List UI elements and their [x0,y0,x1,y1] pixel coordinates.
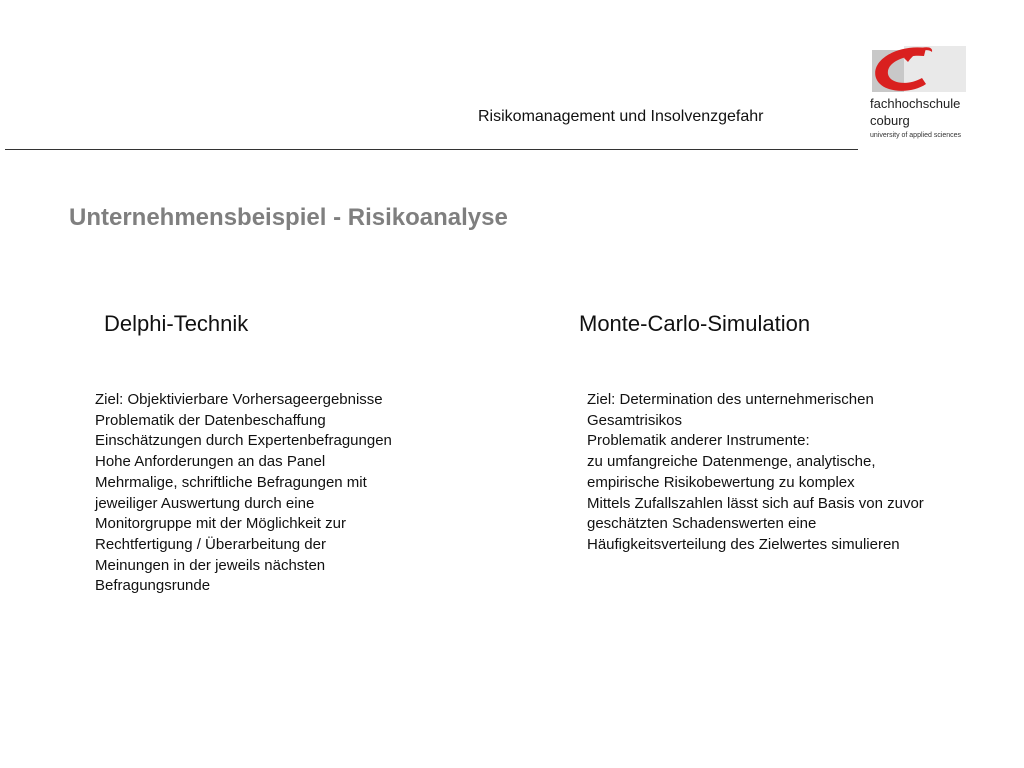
header-title: Risikomanagement und Insolvenzgefahr [478,108,764,125]
text-line: Befragungsrunde [95,577,211,595]
logo-text-fachhochschule: fachhochschule [870,96,961,111]
text-line: Hohe Anforderungen an das Panel [95,453,326,471]
text-line: Monitorgruppe mit der Möglichkeit zur [95,515,346,533]
text-line: Gesamtrisikos [587,411,683,429]
fh-coburg-c-logo-icon [868,42,968,98]
text-line: Häufigkeitsverteilung des Zielwertes simulieren [587,535,900,553]
column-heading-monte-carlo: Monte-Carlo-Simulation [579,311,811,336]
text-line: empirische Risikobewertung zu komplex [587,473,855,491]
text-line: Problematik anderer Instrumente: [587,432,810,450]
text-line: Problematik der Datenbeschaffung [95,411,326,429]
header-divider [5,149,858,150]
text-line: Mehrmalige, schriftliche Befragungen mit [95,473,367,491]
text-line: geschätzten Schadenswerten eine [587,515,817,533]
text-line: Ziel: Objektivierbare Vorhersageergebnisse [95,391,383,408]
text-line: Einschätzungen durch Expertenbefragungen [95,432,392,450]
column-heading-delphi: Delphi-Technik [104,311,249,336]
university-logo [864,38,984,146]
text-line: Meinungen in der jeweils nächsten [95,556,326,574]
logo-tagline: university of applied sciences [870,132,962,139]
slide-title: Unternehmensbeispiel - Risikoanalyse [69,204,508,231]
text-line: jeweiliger Auswertung durch eine [95,494,315,512]
text-line: Rechtfertigung / Überarbeitung der [95,535,326,553]
monte-carlo-text-block [587,390,987,556]
text-line: Ziel: Determination des unternehmerischen [587,391,874,408]
text-line: Mittels Zufallszahlen lässt sich auf Basis von zuvor [587,494,924,512]
logo-text-coburg: coburg [870,113,910,128]
delphi-text-block [95,390,455,597]
text-line: zu umfangreiche Datenmenge, analytische, [587,453,876,471]
